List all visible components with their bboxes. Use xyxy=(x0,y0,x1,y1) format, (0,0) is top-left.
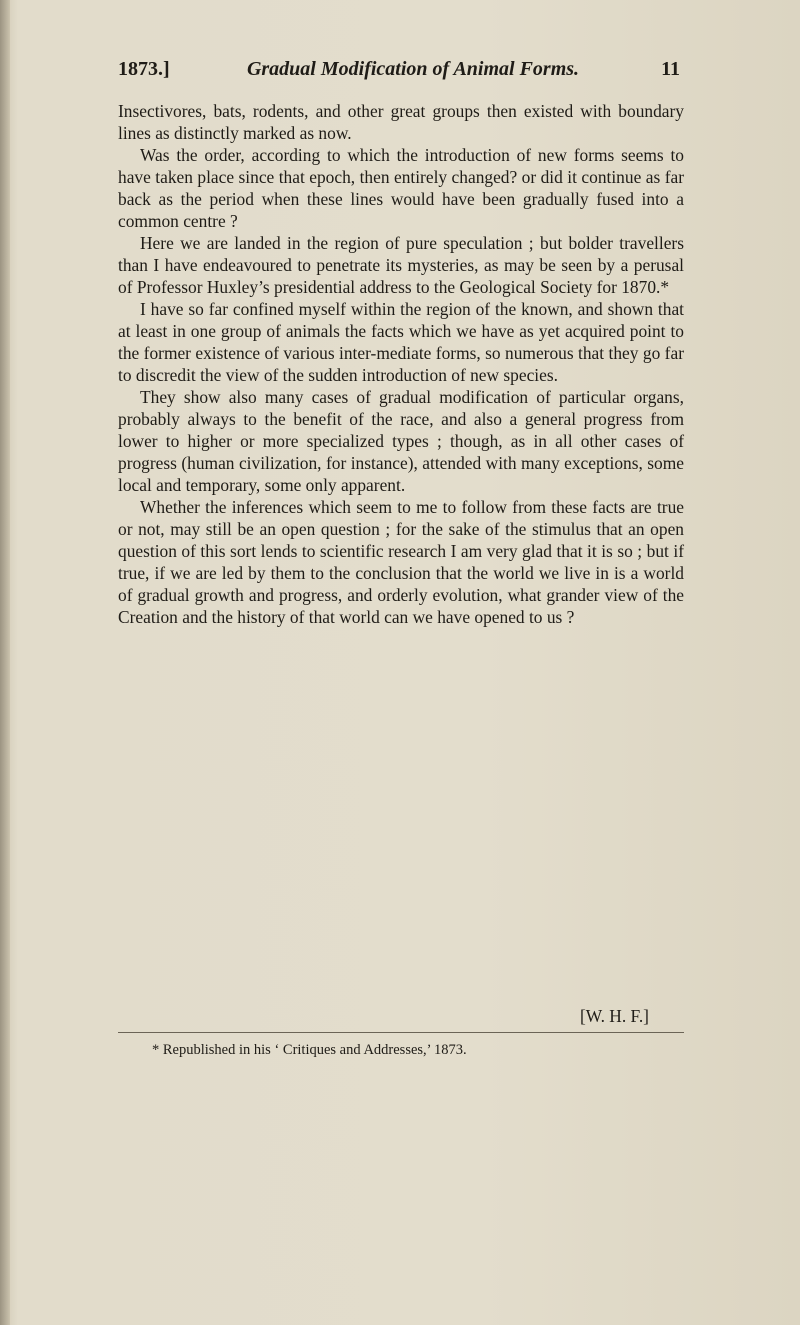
footnote-divider xyxy=(118,1032,684,1033)
footnote: * Republished in his ‘ Critiques and Addresses,’ 1873. xyxy=(152,1042,467,1058)
running-header xyxy=(118,58,680,88)
paragraph: I have so far confined myself within the region of the known, and shown that at least in one group of animals the facts which we have as yet acquired point to the former existence of various inter-mediate forms, so numerous that they go far to discredit the view of the sudden introduction of new species. xyxy=(118,299,684,385)
paragraph: Whether the inferences which seem to me to follow from these facts are true or not, may still be an open question ; for the sake of the stimulus that an open question of this sort lends to scientific research I am very glad that it is so ; but if true, if we are led by them to the conclusion that the world we live in is a world of gradual growth and progress, and orderly evolution, what grander view of the Creation and the history of that world can we have opened to us ? xyxy=(118,497,684,627)
header-title: Gradual Modification of Animal Forms. xyxy=(246,58,580,80)
body-text xyxy=(118,100,684,628)
page-spine-shadow xyxy=(0,0,10,1325)
page-number: 11 xyxy=(661,58,680,80)
author-signature: [W. H. F.] xyxy=(580,1006,649,1026)
paragraph: Insectivores, bats, rodents, and other great groups then existed with boundary lines as distinctly marked as now. xyxy=(118,101,684,143)
paragraph: They show also many cases of gradual modification of particular organs, probably always to the benefit of the race, and also a general progress from lower to higher or more specialized types ; though, as in all other cases of progress (human civilization, for instance), attended with many exceptions, some local and temporary, some only apparent. xyxy=(118,387,684,495)
header-year: 1873.] xyxy=(118,58,170,80)
paragraph: Here we are landed in the region of pure speculation ; but bolder travellers than I have endeavoured to penetrate its mysteries, as may be seen by a perusal of Professor Huxley’s presidential address to the Geological Society for 1870.* xyxy=(118,233,684,297)
paragraph: Was the order, according to which the introduction of new forms seems to have taken place since that epoch, then entirely changed? or did it continue as far back as the period when these lines would have been gradually fused into a common centre ? xyxy=(118,145,684,231)
